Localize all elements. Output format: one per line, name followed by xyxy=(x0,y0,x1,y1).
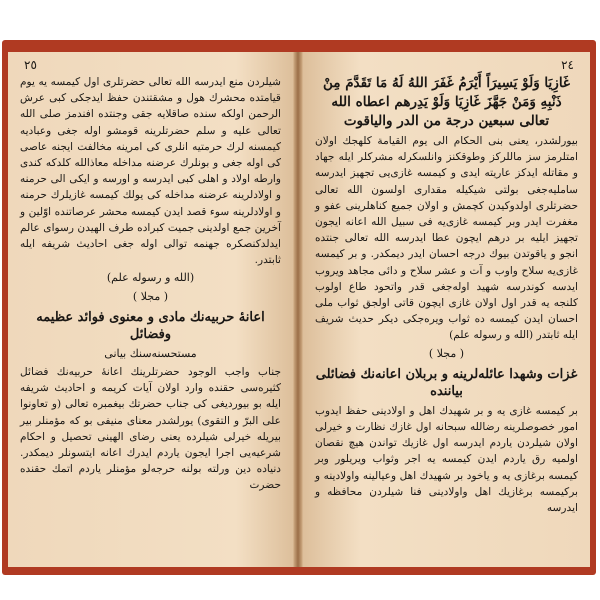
right-page xyxy=(302,52,590,567)
page-number: ٢٥ xyxy=(24,58,37,72)
page-text xyxy=(20,74,281,494)
page-number: ٢٤ xyxy=(561,58,574,72)
section-marker: ( مجلا ) xyxy=(428,346,465,360)
book-spread xyxy=(2,40,596,575)
paragraph: بر کیمسه غازی یه و بر شهیدك اهل و اولادینی حفظ ایدوب امور خصوصلرینه رضالله سبحانه اول غازك نظارت و خیرلی اولان شیلردن یاردم ایدرسه اول غازیك تواندن هیچ نقصان اولمیه رق یاردم ایدن کیمسه یه اجر وثواب ویریلور وبر کیمسه برغازی یه و یاخود بر شهیدك اهل وعیالینه واولادینه و برکیمسه برغازیك اهل واولادینی فنا شیلردن محافظه و ایدرسه xyxy=(315,404,578,515)
page-text xyxy=(315,74,578,516)
paragraph: جناب واجب الوجود حضرتلرینك اعانهٔ حربیه‌نك فضائل کثیره‌سی حقنده وارد اولان آیات کریمه و احادیث شریفه ایله بو بیوردیغی کی جناب حضرتك بیغمبره تعالی (و تعاونوا علی البرّ و التقوی) یورلشدر معنای منیفی بو که مؤمنلر بیر بیریله خیرلی شیلرده یعنی رضای الهینی تحصیل و احکام شرعیه‌یی اجرا ایجون یاردم ایدرك اعانه ایتسونلر دیمکدر. دنیاده دین ورلته بولنه حرجه‌لو مؤمنلر یاردم اتمك حقنده حضرت xyxy=(20,366,281,492)
paragraph: بیورلشدر، یعنی بنی الحکام الی یوم القیامة کلهجك اولان امتلرمز سز ماللرکز وطوقکنز وانلسکرله مشرکلر ایله جهاد و مقاتله ایدکز عاریته ایدی و کیمسه غازی‌یی تجهیز ایدرسه ساملیه‌جغی بولتی شیکیله مقداری اولسون الله تعالی حضرتلری اولدوکیدن کچمش و اولان جمیع کناهلرینی عفو و مغفرت ایدر وبر کیمسه غازی‌یه فی سبیل الله اعانه ایجون تجهیز ایلیه بر درهم ایچون عطا ایدرسه الله تعالی جنتده انجو و یاقوتدن بیوك درجه احسان ایدر دیمکدر. و بر کیمسه غازی‌یه سلاح واوب و آت و عشر سلاح و دائی مجاهد ویروب ایدسه کوندرسه شهید اوله‌جغی قدر واتحود طاع اولوب کلنجه یه قدر اول اولان غازی ایچون قاتی اولجق ثواب ملی احسان ایدن کیمسه ده ثواب ویره‌جکی دیکر حدیث شریف ایله ثابتدر (الله و رسوله علم) xyxy=(315,135,578,342)
left-page xyxy=(8,52,294,567)
section-subheading: مستحسنه‌سنك بیانی xyxy=(104,346,197,360)
section-marker: ( مجلا ) xyxy=(132,289,169,303)
paragraph: شیلردن منع ایدرسه الله تعالی حضرتلری اول کیمسه یه یوم قیامتده محشرك هول و مشقتندن حفظ ایدجکی کبی عرش الرحمن اولکه سنده صاقلایه جقی وجنتده افندمز صلی الله تعالی علیه و سلم حضرتلرینه قومشو اوله جغی وعبادیه کیمسنه لرك حرمتیه انلری کی امرینه مخالفت ایجنه عاصی کی اوله جغی و بونلرك عرضنه مداخله معاذالله کلدکه کندی وارطه اولاد و اهلی کبی ایدرسه و اورسه و ایکی الی حرمنه و اولادلرینه عرضنه مداخله کی یولك کیمسه غازیلرك حرمنه و اولادلرینه سوء قصد ایدن کیمسه محشر عرصاتنده اوّلین و آخرین جمع اولدینی جمیت کبراده طرف الهیدن رسوای عالم ایدلدکنصکره جهنمه توالی اوله جغی احادیث شریفه ایله ثابتدر. xyxy=(20,76,281,267)
book-gutter xyxy=(294,52,302,567)
hadith-verse: غَازِيَا وَلَوْ يَسِيرَاً أَيْرَمُ غَفَرَ اللهُ لَهُ مَا تَقَدَّمَ مِنْ ذَنْبِهِ وَمَنْ جَهَّزَ غَازِيَا وَلَوْ يَدِرهم اعطاه الله تعالى سبعين درجة من الدر والياقوت xyxy=(322,75,570,129)
closing-formula: (الله و رسوله علم) xyxy=(106,271,195,285)
section-heading: اعانهٔ حربیه‌نك مادی و معنوی فوائد عظیمه وفضائل xyxy=(36,309,265,342)
section-heading: غزات وشهدا عائله‌لرینه و بربلان اعانه‌نك فضائلی بیاننده xyxy=(315,366,578,399)
